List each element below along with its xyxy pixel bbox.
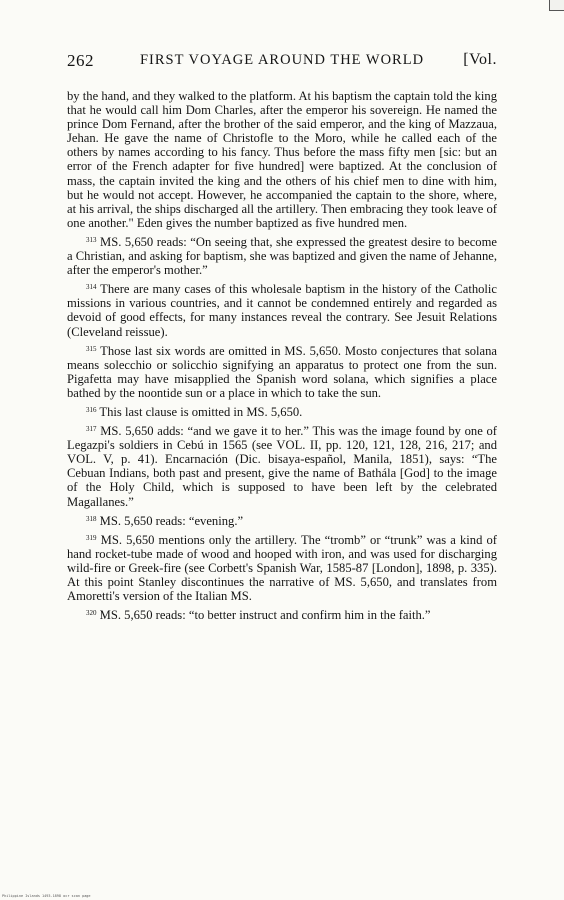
footnote-number: 319 xyxy=(86,533,97,542)
footnote-text: MS. 5,650 adds: “and we gave it to her.” This was the image found by one of Legazpi's soldiers in Cebú in 1565 (see VOL. II, pp. 120, 121, 128, 216, 217; and VOL. V, p. 41). Encarnación (Dic. bisaya-español, Manila, 1851), says: “The Cebuan Indians, both past and present, give the name of Bathála [God] to the image of the Holy Child, which is supposed to have been left by the celebrated Magallanes.” xyxy=(67,424,497,509)
footnote-number: 320 xyxy=(86,609,97,618)
continued-paragraph: by the hand, and they walked to the platform. At his baptism the captain told the king that he would call him Dom Charles, after the emperor his sovereign. He named the prince Dom Fernand, after the brother of the said emperor, and the king of Mazzaua, Jehan. He gave the name of Christofle to the Moro, while he called each of the others by names according to his fancy. Thus before the mass fifty men [sic: but an error of the French adapter for five hundred] were baptized. At the conclusion of mass, the captain invited the king and the others of his chief men to dine with him, but he would not accept. However, he accompanied the captain to the shore, where, at his arrival, the ships discharged all the artillery. Then embracing they took leave of one another." Eden gives the number baptized as five hundred men. xyxy=(67,89,497,230)
footer-line-1: Philippine Islands 1493-1898 xyxy=(2,894,62,898)
footnote-316 xyxy=(67,405,497,419)
footnote-314 xyxy=(67,282,497,338)
footnote-number: 313 xyxy=(86,235,97,244)
footnote-number: 318 xyxy=(86,514,97,523)
footnote-number: 316 xyxy=(86,405,97,414)
footnote-318 xyxy=(67,514,497,528)
footnote-number: 314 xyxy=(86,283,97,292)
footnote-text: There are many cases of this wholesale baptism in the history of the Catholic missions in various countries, and it cannot be condemned entirely and regarded as devoid of good effects, for many instances reveal the contrary. See Jesuit Relations (Cleveland reissue). xyxy=(67,282,497,339)
footnote-320 xyxy=(67,608,497,622)
footnote-number: 317 xyxy=(86,425,97,434)
footnote-315 xyxy=(67,344,497,400)
footnote-313 xyxy=(67,235,497,277)
volume-label: [Vol. xyxy=(463,51,497,68)
footnote-text: Those last six words are omitted in MS. 5,650. Mosto conjectures that solana means solecchio or solicchio signifying an apparatus to protect one from the sun. Pigafetta may have misapplied the Spanish word solana, which signifies a place bathed by the noontide sun or a place in which to take the sun. xyxy=(67,343,498,400)
page-body xyxy=(67,89,497,622)
footnote-number: 315 xyxy=(86,344,97,353)
scan-footer xyxy=(2,894,91,898)
page-number: 262 xyxy=(67,51,94,70)
page-header xyxy=(67,51,497,73)
footnote-text: MS. 5,650 reads: “evening.” xyxy=(99,513,244,528)
footnote-text: MS. 5,650 reads: “to better instruct and confirm him in the faith.” xyxy=(99,608,431,623)
scan-corner-mark xyxy=(549,0,564,11)
footnote-319 xyxy=(67,533,497,603)
footnote-317 xyxy=(67,424,497,509)
footnote-text: This last clause is omitted in MS. 5,650. xyxy=(99,404,303,419)
footer-line-2: ocr scan page xyxy=(63,894,91,898)
running-title: FIRST VOYAGE AROUND THE WORLD xyxy=(139,52,425,68)
footnote-text: MS. 5,650 mentions only the artillery. The “tromb” or “trunk” was a kind of hand rocket-tube made of wood and hooped with iron, and was used for discharging wild-fire or Greek-fire (see Corbett's Spanish War, 1585-87 [London], 1898, p. 335). At this point Stanley discontinues the narrative of MS. 5,650, and translates from Amoretti's version of the Italian MS. xyxy=(67,532,497,604)
footnote-text: MS. 5,650 reads: “On seeing that, she expressed the greatest desire to become a Christian, and asking for baptism, she was baptized and given the name of Jehanne, after the emperor's mother.” xyxy=(67,234,497,278)
